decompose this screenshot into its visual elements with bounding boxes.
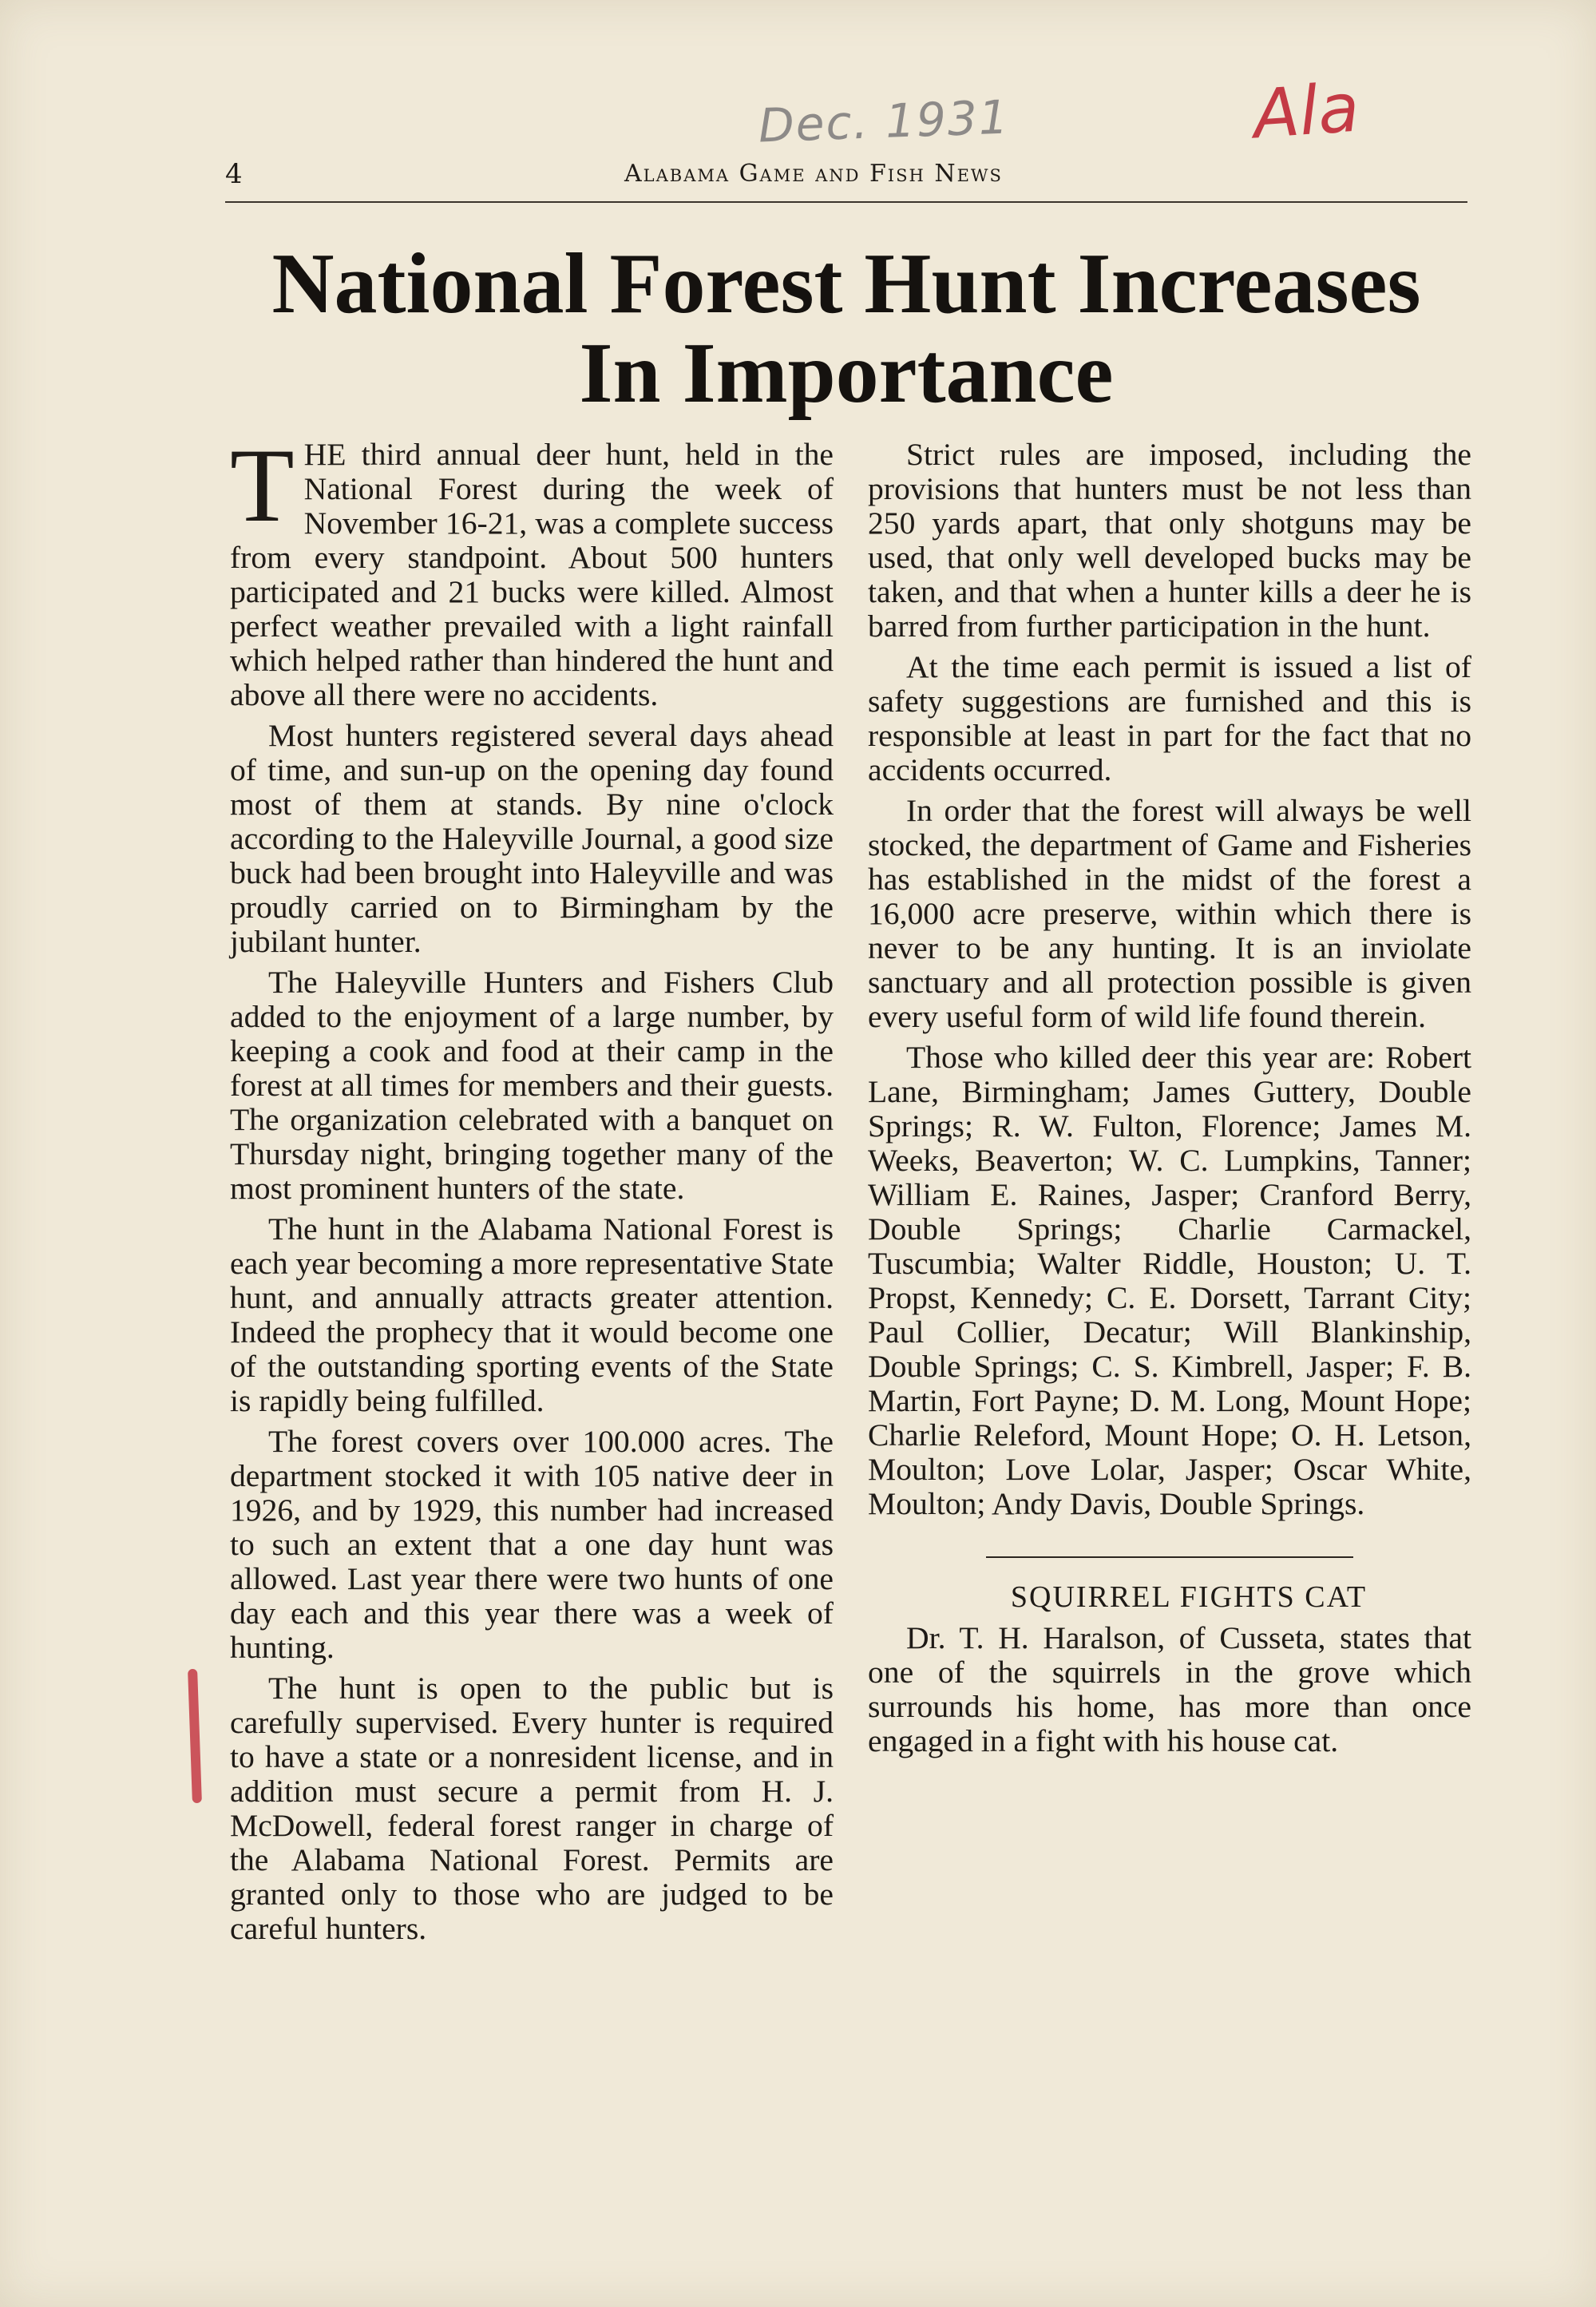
margin-pencil-mark <box>188 1669 202 1803</box>
article-paragraph-9: In order that the forest will always be well stocked, the department of Game and Fisheries has established in the midst of the forest a 16,000 acre preserve, within which there is never to be any hunting. It is an inviolate sanctuary and all protection possible is given every useful form of wild life found therein. <box>868 793 1471 1034</box>
handwritten-date-note: Dec. 1931 <box>757 89 1011 153</box>
sidebar-paragraph: Dr. T. H. Haralson, of Cusseta, states that one of the squirrels in the grove which surrounds his home, has more than once engaged in a fight with his house cat. <box>868 1620 1471 1758</box>
article-headline <box>225 236 1467 421</box>
article-paragraph-8: At the time each permit is issued a list of safety suggestions are furnished and this is responsible at least in part for the fact that no accidents occurred. <box>868 649 1471 787</box>
article-paragraph-1 <box>230 426 834 712</box>
article-paragraph-4: The hunt in the Alabama National Forest is each year becoming a more representative State hunt, and annually attracts greater attention. Indeed the prophecy that it would become one of the outstanding sporting events of the State is rapidly being fulfilled. <box>230 1211 834 1418</box>
left-column <box>230 426 834 1952</box>
page-number: 4 <box>225 158 243 190</box>
drop-cap: T <box>230 426 295 544</box>
handwritten-state-note: Ala <box>1250 68 1362 154</box>
headline-line-1: National Forest Hunt Increases <box>271 236 1421 331</box>
page-header <box>225 158 1467 203</box>
headline-line-2: In Importance <box>579 326 1114 421</box>
article-paragraph-3: The Haleyville Hunters and Fishers Club added to the enjoyment of a large number, by keeping a cook and food at their camp in the forest at all times for members and their guests. The organization celebrated with a banquet on Thursday night, bringing together many of the most prominent hunters of the state. <box>230 965 834 1206</box>
section-divider <box>986 1556 1353 1558</box>
right-column <box>868 438 1471 1765</box>
sidebar-headline: SQUIRREL FIGHTS CAT <box>1010 1580 1368 1614</box>
publication-title: Alabama Game and Fish News <box>624 160 1003 188</box>
header-rule <box>225 201 1467 203</box>
article-paragraph-10: Those who killed deer this year are: Robert Lane, Birmingham; James Guttery, Double Springs; R. W. Fulton, Florence; James M. Weeks, Beaverton; W. C. Lumpkins, Tanner; William E. Raines, Jasper; Cranford Berry, Double Springs; Charlie Carmackel, Tuscumbia; Walter Riddle, Houston; U. T. Propst, Kennedy; C. E. Dorsett, Tarrant City; Paul Collier, Decatur; Will Blankinship, Double Springs; C. S. Kimbrell, Jasper; F. B. Martin, Fort Payne; D. M. Long, Mount Hope; Charlie Releford, Mount Hope; O. H. Letson, Moulton; Love Lolar, Jasper; Oscar White, Moulton; Andy Davis, Double Springs. <box>868 1040 1471 1521</box>
article-paragraph-6: The hunt is open to the public but is carefully supervised. Every hunter is required to have a state or a nonresident license, and in addition must secure a permit from H. J. McDowell, federal forest ranger in charge of the Alabama National Forest. Permits are granted only to those who are judged to be careful hunters. <box>230 1671 834 1946</box>
article-paragraph-2: Most hunters registered several days ahead of time, and sun-up on the opening day found most of them at stands. By nine o'clock according to the Haleyville Journal, a good size buck had been brought into Haleyville and was proudly carried on to Birmingham by the jubilant hunter. <box>230 718 834 959</box>
article-paragraph-7: Strict rules are imposed, including the provisions that hunters must be not less than 250 yards apart, that only shotguns may be used, that only well developed bucks may be taken, and that when a hunter kills a deer he is barred from further participation in the hunt. <box>868 437 1471 644</box>
paragraph-text: HE third annual deer hunt, held in the National Forest during the week of November 16-21, was a complete success from every standpoint. About 500 hunters participated and 21 bucks were killed. Almost perfect weather prevailed with a light rainfall which helped rather than hindered the hunt and above all there were no accidents. <box>230 437 834 712</box>
article-paragraph-5: The forest covers over 100.000 acres. The department stocked it with 105 native deer in 1926, and by 1929, this number had increased to such an extent that a one day hunt was allowed. Last year there were two hunts of one day each and this year there was a week of hunting. <box>230 1424 834 1665</box>
